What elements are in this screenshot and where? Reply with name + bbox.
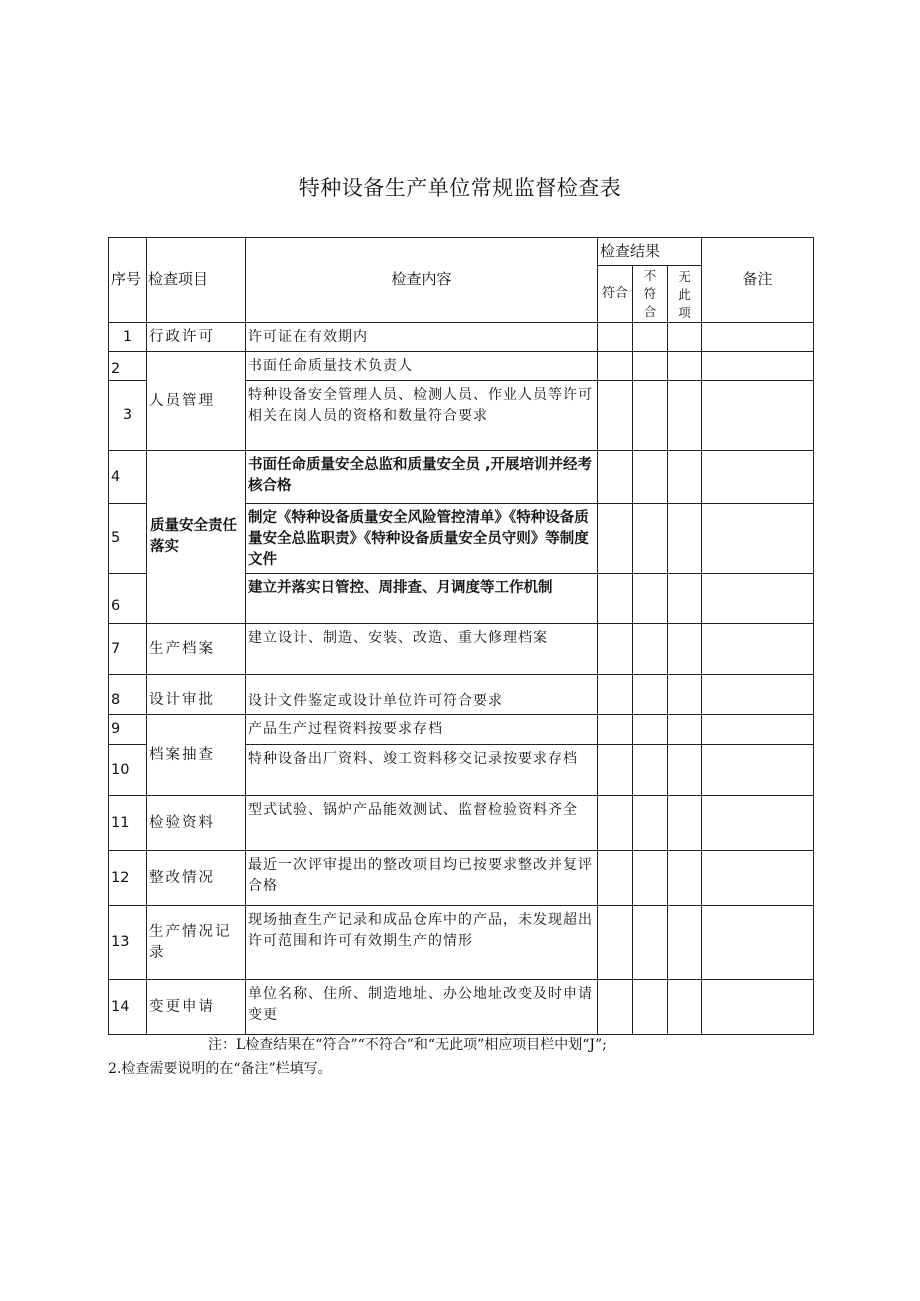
row-item: 设计审批 (147, 675, 246, 715)
row-item: 变更申请 (147, 980, 246, 1035)
row-number: 1 (109, 323, 147, 352)
row-number: 11 (109, 796, 147, 851)
row-content: 许可证在有效期内 (246, 323, 598, 352)
conform-cell[interactable] (598, 352, 633, 381)
nonconform-cell[interactable] (633, 574, 668, 624)
row-number: 5 (109, 504, 147, 574)
header-na (668, 266, 702, 323)
row-number: 6 (109, 574, 147, 624)
header-remark: 备注 (702, 238, 814, 323)
nonconform-cell[interactable] (633, 451, 668, 504)
table-row (109, 675, 814, 715)
na-cell[interactable] (668, 352, 702, 381)
remark-cell[interactable] (702, 851, 814, 906)
row-item: 生产情况记录 (147, 906, 246, 980)
remark-cell[interactable] (702, 504, 814, 574)
row-item: 档案抽查 (147, 715, 246, 796)
remark-cell[interactable] (702, 352, 814, 381)
row-item: 检验资料 (147, 796, 246, 851)
conform-cell[interactable] (598, 851, 633, 906)
nonconform-cell[interactable] (633, 851, 668, 906)
row-item: 质量安全责任落实 (147, 451, 246, 624)
header-nonconform (633, 266, 668, 323)
row-content: 产品生产过程资料按要求存档 (246, 715, 598, 745)
nonconform-cell[interactable] (633, 980, 668, 1035)
table-row (109, 851, 814, 906)
header-nonconform-char: 合 (643, 304, 657, 320)
nonconform-cell[interactable] (633, 381, 668, 451)
conform-cell[interactable] (598, 323, 633, 352)
header-nonconform-char: 符 (643, 286, 657, 302)
row-content: 制定《特种设备质量安全风险管控清单》《特种设备质量安全总监职责》《特种设备质量安全员守则》等制度文件 (246, 504, 598, 574)
row-number: 3 (109, 381, 147, 451)
table-row (109, 624, 814, 675)
inspection-table (108, 237, 814, 1035)
remark-cell[interactable] (702, 980, 814, 1035)
remark-cell[interactable] (702, 906, 814, 980)
row-item: 生产档案 (147, 624, 246, 675)
row-number: 14 (109, 980, 147, 1035)
row-content: 书面任命质量安全总监和质量安全员 ,开展培训并经考核合格 (246, 451, 598, 504)
header-nonconform-char: 不 (643, 268, 657, 283)
row-number: 8 (109, 675, 147, 715)
conform-cell[interactable] (598, 715, 633, 745)
remark-cell[interactable] (702, 675, 814, 715)
remark-cell[interactable] (702, 381, 814, 451)
remark-cell[interactable] (702, 796, 814, 851)
conform-cell[interactable] (598, 980, 633, 1035)
remark-cell[interactable] (702, 451, 814, 504)
row-number: 12 (109, 851, 147, 906)
header-conform: 符合 (598, 266, 633, 323)
table-row (109, 715, 814, 745)
table-row (109, 323, 814, 352)
row-item: 人员管理 (147, 352, 246, 451)
nonconform-cell[interactable] (633, 624, 668, 675)
note-line-1: 注：L检查结果在“符合”“不符合”和“无此项”相应项目栏中划“J”; (208, 1037, 607, 1053)
nonconform-cell[interactable] (633, 906, 668, 980)
remark-cell[interactable] (702, 624, 814, 675)
row-number: 13 (109, 906, 147, 980)
na-cell[interactable] (668, 504, 702, 574)
remark-cell[interactable] (702, 323, 814, 352)
header-na-char: 项 (678, 305, 691, 321)
conform-cell[interactable] (598, 451, 633, 504)
row-content: 现场抽查生产记录和成品仓库中的产品，未发现超出许可范围和许可有效期生产的情形 (246, 906, 598, 980)
row-number: 2 (109, 352, 147, 381)
remark-cell[interactable] (702, 574, 814, 624)
na-cell[interactable] (668, 851, 702, 906)
nonconform-cell[interactable] (633, 745, 668, 796)
row-item: 整改情况 (147, 851, 246, 906)
na-cell[interactable] (668, 624, 702, 675)
row-number: 4 (109, 451, 147, 504)
nonconform-cell[interactable] (633, 675, 668, 715)
table-row (109, 906, 814, 980)
table-row (109, 796, 814, 851)
row-number: 10 (109, 745, 147, 796)
na-cell[interactable] (668, 323, 702, 352)
note-line-2: 2.检查需要说明的在“备注”栏填写。 (108, 1061, 332, 1077)
row-number: 7 (109, 624, 147, 675)
table-row (109, 451, 814, 504)
conform-cell[interactable] (598, 796, 633, 851)
remark-cell[interactable] (702, 745, 814, 796)
remark-cell[interactable] (702, 715, 814, 745)
row-content: 最近一次评审提出的整改项目均已按要求整改并复评合格 (246, 851, 598, 906)
row-content: 单位名称、住所、制造地址、办公地址改变及时申请变更 (246, 980, 598, 1035)
na-cell[interactable] (668, 381, 702, 451)
conform-cell[interactable] (598, 574, 633, 624)
na-cell[interactable] (668, 675, 702, 715)
nonconform-cell[interactable] (633, 323, 668, 352)
na-cell[interactable] (668, 715, 702, 745)
header-result: 检查结果 (598, 238, 702, 266)
conform-cell[interactable] (598, 675, 633, 715)
conform-cell[interactable] (598, 381, 633, 451)
header-na-char: 无 (678, 269, 691, 284)
nonconform-cell[interactable] (633, 796, 668, 851)
table-row (109, 352, 814, 381)
page-title: 特种设备生产单位常规监督检查表 (298, 176, 622, 200)
na-cell[interactable] (668, 980, 702, 1035)
row-number: 9 (109, 715, 147, 745)
row-content: 型式试验、锅炉产品能效测试、监督检验资料齐全 (246, 796, 598, 851)
nonconform-cell[interactable] (633, 715, 668, 745)
header-na-char: 此 (678, 287, 691, 303)
na-cell[interactable] (668, 906, 702, 980)
na-cell[interactable] (668, 574, 702, 624)
header-content: 检查内容 (246, 238, 598, 323)
na-cell[interactable] (668, 451, 702, 504)
row-content: 特种设备出厂资料、竣工资料移交记录按要求存档 (246, 745, 598, 796)
na-cell[interactable] (668, 745, 702, 796)
row-content: 设计文件鉴定或设计单位许可符合要求 (246, 675, 598, 715)
row-item: 行政许可 (147, 323, 246, 352)
row-content: 书面任命质量技术负责人 (246, 352, 598, 381)
conform-cell[interactable] (598, 745, 633, 796)
header-no: 序号 (109, 238, 147, 323)
na-cell[interactable] (668, 796, 702, 851)
nonconform-cell[interactable] (633, 504, 668, 574)
row-content: 特种设备安全管理人员、检测人员、作业人员等许可相关在岗人员的资格和数量符合要求 (246, 381, 598, 451)
conform-cell[interactable] (598, 906, 633, 980)
conform-cell[interactable] (598, 624, 633, 675)
header-row (109, 238, 814, 266)
table-row (109, 980, 814, 1035)
row-content: 建立并落实日管控、周排查、月调度等工作机制 (246, 574, 598, 624)
nonconform-cell[interactable] (633, 352, 668, 381)
header-item: 检查项目 (147, 238, 246, 323)
conform-cell[interactable] (598, 504, 633, 574)
row-content: 建立设计、制造、安装、改造、重大修理档案 (246, 624, 598, 675)
